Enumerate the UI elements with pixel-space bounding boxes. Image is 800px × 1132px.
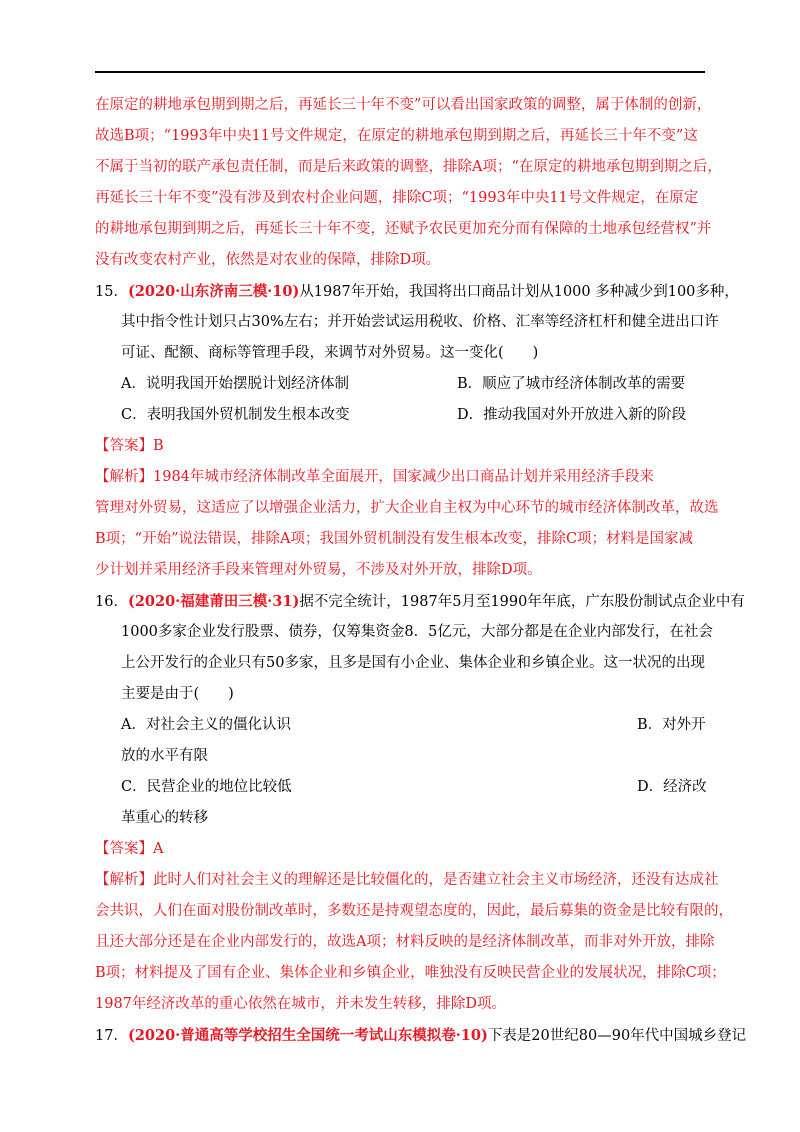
- analysis-line: 且还大部分还是在企业内部发行的，故选A项；材料反映的是经济体制改革，而非对外开放，排除: [95, 934, 715, 950]
- text-line: 不属于当初的联产承包责任制，而是后来政策的调整，排除A项；“在原定的耕地承包期到期之后，: [95, 159, 722, 175]
- text-line: 的耕地承包期到期之后，再延长三十年不变，还赋予农民更加充分而有保障的土地承包经营权”并: [95, 221, 712, 237]
- question-number: 15．: [95, 284, 128, 300]
- intro-analysis: [95, 90, 722, 276]
- options-row: [95, 369, 707, 400]
- question-number: 17．: [95, 1028, 128, 1044]
- analysis: [95, 462, 719, 586]
- stem-line: 1000多家企业发行股票、债券，仅筹集资金8．5亿元，大部分都是在企业内部发行，在社会: [121, 624, 713, 640]
- analysis-line: 管理对外贸易，这适应了以增强企业活力，扩大企业自主权为中心环节的城市经济体制改革，故选: [95, 500, 719, 516]
- analysis-line: B项；“开始”说法错误，排除A项；我国外贸机制没有发生根本改变，排除C项；材料是国家减: [95, 531, 694, 547]
- text-line: 故选B项；“1993年中央11号文件规定，在原定的耕地承包期到期之后，再延长三十年不变”这: [95, 128, 698, 144]
- answer-label: 【答案】A: [95, 841, 164, 857]
- stem-line: 上公开发行的企业只有50多家，且多是国有小企业、集体企业和乡镇企业。这一状况的出现: [121, 655, 705, 671]
- analysis-line: 少计划并采用经济手段来管理对外贸易，不涉及对外开放，排除D项。: [95, 562, 542, 578]
- option-c: C．民营企业的地位比较低: [121, 779, 292, 795]
- text-line: 再延长三十年不变”没有涉及到农村企业问题，排除C项；“1993年中央11号文件规定，在原定: [95, 190, 699, 206]
- question-number: 16．: [95, 594, 128, 610]
- options-row: [95, 772, 707, 803]
- stem-line: 其中指令性计划只占30%左右；并开始尝试运用税收、价格、汇率等经济杠杆和健全进出口许: [121, 314, 719, 330]
- text-line: 在原定的耕地承包期到期之后，再延长三十年不变”可以看出国家政策的调整，属于体制的创新，: [95, 97, 712, 113]
- question-stem: [95, 276, 739, 307]
- answer-label: 【答案】B: [95, 438, 164, 454]
- analysis-line: 会共识，人们在面对股份制改革时，多数还是持观望态度的，因此，最后募集的资金是比较有限的，: [95, 903, 733, 919]
- option-d-continuation: 革重心的转移: [121, 810, 208, 826]
- option-d: D．推动我国对外开放进入新的阶段: [457, 407, 687, 423]
- option-c: C．表明我国外贸机制发生根本改变: [121, 407, 350, 423]
- header-rule: [95, 71, 705, 73]
- stem-text: 据不完全统计，1987年5月至1990年年底，广东股份制试点企业中有: [299, 594, 745, 610]
- options-row: [95, 710, 707, 741]
- question-stem: [95, 586, 745, 617]
- question-source: (2020·普通高等学校招生全国统一考试山东模拟卷·10): [127, 1027, 488, 1044]
- option-b-continuation: 放的水平有限: [121, 748, 208, 764]
- option-d: D．经济改: [637, 779, 707, 795]
- options-row: [95, 400, 707, 431]
- analysis-line: 【解析】1984年城市经济体制改革全面展开，国家减少出口商品计划并采用经济手段来: [95, 469, 654, 485]
- analysis: [95, 865, 733, 1020]
- stem-text: 下表是20世纪80—90年代中国城乡登记: [487, 1028, 747, 1044]
- option-b: B．对外开: [637, 717, 706, 733]
- question-16: [95, 586, 745, 1020]
- text-line: 没有改变农村产业，依然是对农业的保障，排除D项。: [95, 252, 441, 268]
- question-stem: [95, 1020, 747, 1051]
- analysis-line: 1987年经济改革的重心依然在城市，并未发生转移，排除D项。: [95, 996, 507, 1012]
- question-source: (2020·福建莆田三模·31): [127, 593, 300, 610]
- document-page: [95, 90, 747, 1051]
- analysis-line: 【解析】此时人们对社会主义的理解还是比较僵化的，是否建立社会主义市场经济，还没有达成社: [95, 872, 719, 888]
- stem-text: 从1987年开始，我国将出口商品计划从1000 多种减少到100多种，: [299, 284, 739, 300]
- stem-line: 主要是由于( ): [121, 686, 234, 702]
- option-a: A．说明我国开始摆脱计划经济体制: [121, 376, 349, 392]
- option-b: B．顺应了城市经济体制改革的需要: [457, 376, 686, 392]
- question-source: (2020·山东济南三模·10): [127, 283, 300, 300]
- stem-line: 可证、配额、商标等管理手段，来调节对外贸易。这一变化( ): [121, 345, 539, 361]
- question-15: [95, 276, 739, 586]
- option-a: A．对社会主义的僵化认识: [121, 717, 291, 733]
- analysis-line: B项；材料提及了国有企业、集体企业和乡镇企业，唯独没有反映民营企业的发展状况，排除C项；: [95, 965, 726, 981]
- question-17: [95, 1020, 747, 1051]
